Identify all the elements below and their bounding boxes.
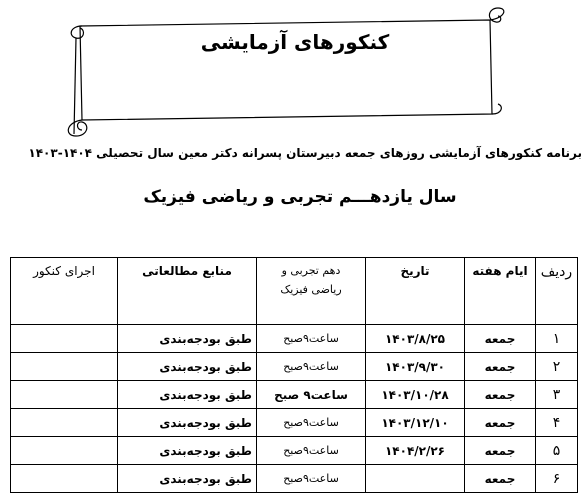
cell-date: ۱۴۰۳/۹/۳۰ (366, 353, 465, 381)
header-exec: اجرای کنکور (11, 258, 118, 325)
cell-radif: ۵ (536, 437, 578, 465)
cell-radif: ۶ (536, 465, 578, 493)
cell-radif: ۲ (536, 353, 578, 381)
exam-schedule-table (10, 257, 578, 493)
cell-date: ۱۴۰۳/۱۰/۲۸ (366, 381, 465, 409)
cell-source: طبق بودجه‌بندی (118, 381, 257, 409)
cell-time: ساعت۹صبح (257, 437, 366, 465)
cell-source: طبق بودجه‌بندی (118, 325, 257, 353)
cell-source: طبق بودجه‌بندی (118, 437, 257, 465)
table-row (11, 465, 578, 493)
cell-source: طبق بودجه‌بندی (118, 465, 257, 493)
cell-radif: ۴ (536, 409, 578, 437)
header-date: تاریخ (366, 258, 465, 325)
cell-exec (11, 465, 118, 493)
cell-date: ۱۴۰۴/۲/۲۶ (366, 437, 465, 465)
cell-date (366, 465, 465, 493)
banner-title: کنکورهای آزمایشی (200, 30, 390, 54)
cell-source: طبق بودجه‌بندی (118, 353, 257, 381)
cell-time: ساعت۹ صبح (257, 381, 366, 409)
header-grade-line1: دهم تجربی و (281, 264, 341, 277)
program-subtitle: برنامه کنکورهای آزمایشی روزهای جمعه دبیرستان پسرانه دکتر معین سال تحصیلی ۱۴۰۴-۱۴۰۳ (28, 146, 582, 160)
cell-exec (11, 437, 118, 465)
cell-day: جمعه (465, 325, 536, 353)
cell-day: جمعه (465, 465, 536, 493)
table-row (11, 353, 578, 381)
cell-radif: ۳ (536, 381, 578, 409)
header-day: ایام هفته (465, 258, 536, 325)
cell-source: طبق بودجه‌بندی (118, 409, 257, 437)
header-radif: ردیف (536, 258, 578, 325)
cell-time: ساعت۹صبح (257, 353, 366, 381)
table-row (11, 437, 578, 465)
header-grade (257, 258, 366, 325)
cell-exec (11, 353, 118, 381)
cell-day: جمعه (465, 409, 536, 437)
cell-day: جمعه (465, 437, 536, 465)
grade-heading: سال یازدهـــم تجربی و ریاضی فیزیک (143, 187, 457, 207)
title-scroll-banner (60, 6, 510, 141)
table-row (11, 325, 578, 353)
cell-date: ۱۴۰۳/۱۲/۱۰ (366, 409, 465, 437)
cell-exec (11, 409, 118, 437)
header-sources: منابع مطالعاتی (118, 258, 257, 325)
table-row (11, 409, 578, 437)
cell-exec (11, 325, 118, 353)
header-grade-line2: ریاضی فیزیک (280, 283, 342, 296)
scroll-shape (60, 6, 510, 141)
cell-time: ساعت۹صبح (257, 409, 366, 437)
cell-day: جمعه (465, 381, 536, 409)
cell-time: ساعت۹صبح (257, 325, 366, 353)
cell-radif: ۱ (536, 325, 578, 353)
cell-date: ۱۴۰۳/۸/۲۵ (366, 325, 465, 353)
table-header-row (11, 258, 578, 325)
cell-time: ساعت۹صبح (257, 465, 366, 493)
cell-exec (11, 381, 118, 409)
cell-day: جمعه (465, 353, 536, 381)
table-row (11, 381, 578, 409)
